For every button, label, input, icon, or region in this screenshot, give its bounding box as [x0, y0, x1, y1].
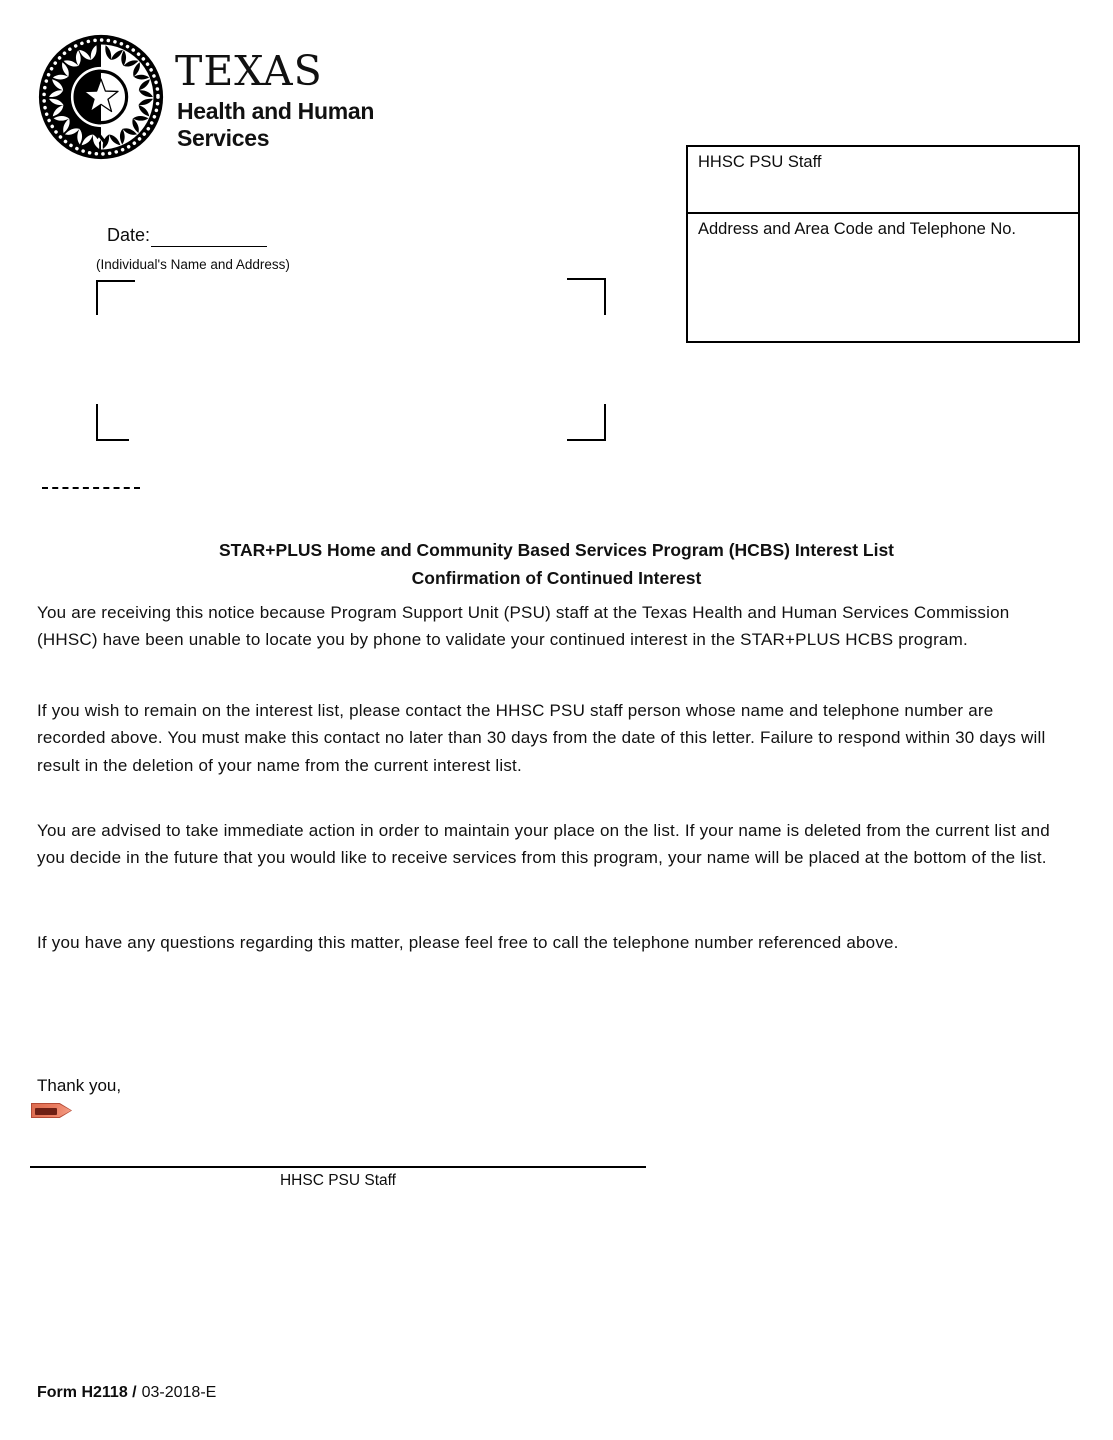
body-paragraph-1: You are receiving this notice because Program Support Unit (PSU) staff at the Texas Health and Human Services Commission (HHSC) have been unable to locate you by phone to validate your continued interest in the STAR+PLUS HCBS program. [37, 603, 1010, 650]
body-paragraph-4: If you have any questions regarding this matter, please feel free to call the telephone number referenced above. [37, 933, 899, 952]
org-wordmark: TEXAS [175, 47, 323, 95]
signature-line[interactable] [30, 1166, 646, 1168]
address-phone-field[interactable] [688, 214, 1078, 341]
address-window-bracket-top-right [567, 278, 606, 315]
address-window-bracket-top-left [96, 280, 135, 315]
document-title [0, 537, 1113, 592]
document-title-line2: Confirmation of Continued Interest [411, 567, 702, 588]
org-subtitle [177, 98, 374, 152]
texas-hhs-seal-icon [37, 33, 165, 161]
form-number: Form H2118 / [37, 1384, 137, 1401]
form-footer [37, 1384, 216, 1402]
address-phone-label: Address and Area Code and Telephone No. [698, 220, 1017, 238]
sign-here-flag-body [32, 1104, 71, 1117]
date-label: Date: [107, 225, 151, 245]
address-window-bracket-bottom-left [96, 404, 129, 441]
staff-name-label: HHSC PSU Staff [698, 153, 822, 171]
org-subtitle-line1: Health and Human [177, 98, 375, 124]
body-paragraph-3: You are advised to take immediate action in order to maintain your place on the list. If your name is deleted from the current list and you decide in the future that you would like to receive services from this program, your name will be placed at the bottom of the list. [37, 821, 1050, 868]
document-title-line1: STAR+PLUS Home and Community Based Services Program (HCBS) Interest List [218, 540, 895, 560]
staff-name-field[interactable] [688, 147, 1078, 214]
form-revision: 03-2018-E [141, 1384, 217, 1401]
date-input-line[interactable] [151, 246, 267, 247]
signature-caption: HHSC PSU Staff [279, 1172, 396, 1189]
closing-thanks: Thank you, [37, 1076, 122, 1095]
recipient-caption: (Individual's Name and Address) [96, 257, 290, 272]
sign-here-flag-icon[interactable] [31, 1103, 72, 1118]
staff-contact-box [686, 145, 1080, 343]
fold-separator-dashes [42, 487, 140, 489]
body-paragraph-2: If you wish to remain on the interest list, please contact the HHSC PSU staff person whose name and telephone number are recorded above. You must make this contact no later than 30 days from the date of this letter. Failure to respond within 30 days will result in the deletion of your name from the current interest list. [37, 701, 1046, 775]
sign-here-flag-text-smudge [35, 1108, 57, 1115]
address-window-bracket-bottom-right [567, 404, 606, 441]
org-subtitle-line2: Services [177, 125, 270, 151]
